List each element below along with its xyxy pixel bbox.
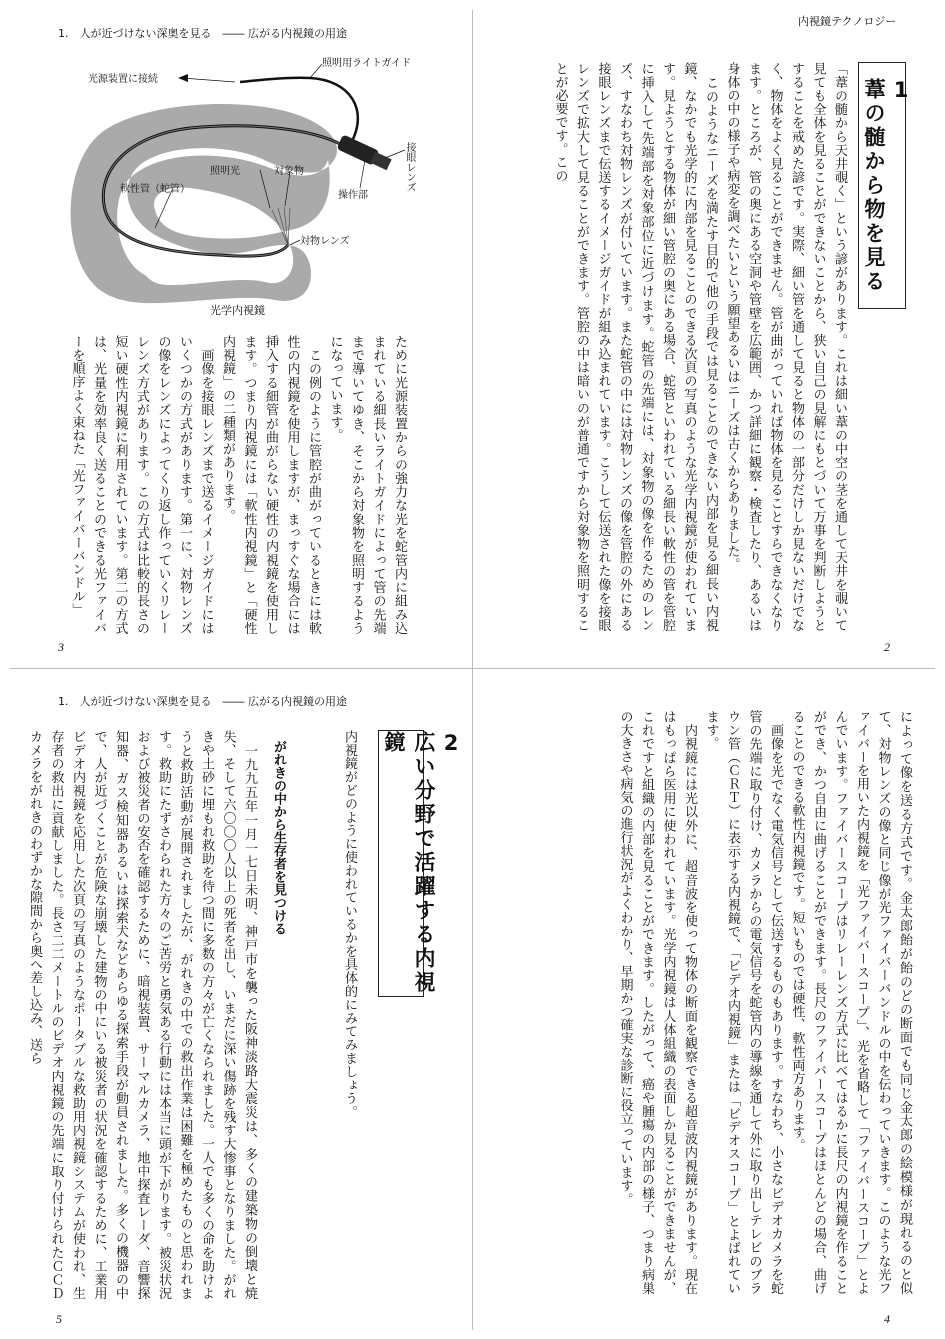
- page2-heading: 1 葦の髄から物を見る: [862, 77, 913, 294]
- page5-heading-number: 2: [439, 731, 463, 758]
- label-to-source: 光源装置に接続: [88, 74, 158, 85]
- page-number-2: 2: [884, 640, 890, 654]
- running-head-book-top: 内視鏡テクノロジー: [798, 15, 897, 28]
- running-head-chapter-top: 1. 人が近づけない深奥を見る ―― 広がる内視鏡の用途: [58, 27, 347, 40]
- page-number-4: 4: [884, 1312, 890, 1326]
- arrowhead: [178, 74, 188, 82]
- label-object: 対象物: [274, 166, 304, 177]
- cavity-shape: [71, 104, 337, 303]
- figure-caption: 光学内視鏡: [210, 304, 265, 317]
- label-eyepiece: 接眼レンズ: [404, 142, 415, 192]
- page5-intro: 内視鏡がどのように使われているかを具体的にみてみましょう。: [342, 730, 357, 1119]
- page2-heading-box: [858, 62, 913, 309]
- page2-heading-number: 1: [889, 77, 913, 105]
- running-head-chapter-bottom: 1. 人が近づけない深奥を見る ―― 広がる内視鏡の用途: [58, 695, 347, 708]
- label-objective: 対物レンズ: [300, 236, 350, 247]
- page5-body: 一九九五年一月一七日未明、神戸市を襲った阪神淡路大震災は、多くの建築物の倒壊と焼失、そして六〇〇〇人以上の死者を出し、いまだに深い傷跡を残す大惨事となりました。がれきや土砂に埋もれ救助を待つ間に多数の方々が亡くなられました。一人でも多くの命を助けようと救助活動が展開されましたが、がれきの中での救出作業は困難を極めたものと思われます。救助にたずさわられた方々のご苦労と勇気ある行動には本当に頭が下がります。被災状況および被災者の安否を確認するために、暗視装置、サーマルカメラ、地中探査レーダ、音響探知器、ガス検知器あるいは探索犬などあらゆる探索手段が動員されました。多くの機器の中で、人が近づくことが危険な崩壊した建物の中にいる被災者の状況を確認するために、工業用ビデオ内視鏡を応用した次頁の写真のようなポータブルな救助用内視鏡システムが使われ、生存者の救出に貢献しました。長さ二二メートルのビデオ内視鏡の先端に取り付けられたＣＣＤカメラをがれきのわずかな隙間から奥へ差し込み、送ら: [27, 730, 257, 1300]
- page4-body: によって像を送る方式です。金太郎飴が飴のどの断面でも同じ金太郎の絵模様が現れるのと似て、対物レンズの像と同じ像が光ファイバーバンドルの中を伝わっていきます。このような光ファイバーを用いた内視鏡を「光ファイバースコープ」、光を省略して「ファイバースコープ」とよんでいます。ファイバースコープはリレーレンズ方式に比べてはるかに長尺の内視鏡を作ることができ、かつ自由に曲げることができます。長尺のファイバースコープはほとんどの場合、曲げることのできる軟性内視鏡です。短いものでは硬性、軟性両方あります。 画像を光でなく電気信号として伝送するものもあります。すなわち、小さなビデオカメラを蛇管の先端に取り付け、カメラからの電気信号を蛇管内の導線を通して外に取り出しテレビのブラウン管（ＣＲＴ）に表示する内視鏡で、「ビデオ内視鏡」または「ビデオスコープ」とよばれています。 内視鏡には光以外に、超音波を使って物体の断面を観察できる超音波内視鏡があります。現在はもっぱら医用に使われています。光学内視鏡は人体組織の表面しか見ることができませんが、これですと組織の内部を見ることができます。したがって、癌や腫瘍の内部の様子、つまり病巣の大きさや病気の進行状況がよくわかり、早期かつ確実な診断に役立っています。: [617, 710, 912, 1295]
- endoscope-figure: [60, 50, 430, 330]
- page5-heading-box: [378, 730, 463, 997]
- horizontal-gutter-line: [10, 668, 935, 669]
- page2-body: 「葦の髄から天井覗く」という諺があります。これは細い葦の中空の茎を通して天井を覗いて見ても全体を見ることができないことから、狭い自己の見解にもとづいて万事を判断しようとすることを戒めた諺です。実際、細い管を通して見ると物体の一部分だけしか見ないだけでなく、物体をよく見ることができません。管が曲がっていれば物体を見ることすらできなくなります。ところが、管の奥にある空洞や管壁を広範囲、かつ詳細に観察・検査したり、あるいは身体の中の様子や病変を調べたいという願望あるいはニーズは古くからありました。 このようなニーズを満たす目的で他の手段では見ることのできない内部を見る細長い内視鏡、なかでも光学的に内部を見ることのできる次頁の写真のような光学内視鏡が使われています。見ようとする物体が細い管腔の奥にある場合、蛇管といわれている細長い軟性の管を管腔に挿入して先端部を対象部位に近づけます。蛇管の先端には、対象物の像を作るためのレンズ、すなわち対物レンズが付いています。また蛇管の中には対物レンズの像を管腔の外にある接眼レンズまで伝送するイメージガイドが組み込まれています。こうして伝送された像を接眼レンズで拡大して見ることができます。管腔の中は暗いのが普通ですから対象物を照明することが必要です。この: [552, 62, 847, 632]
- page-number-3: 3: [58, 640, 64, 654]
- page5-subheading: がれきの中から生存者を見つける: [271, 740, 286, 935]
- vertical-gutter-line: [472, 10, 473, 1330]
- label-light-guide: 照明用ライトガイド: [322, 58, 412, 69]
- page3-body: ために光源装置からの強力な光を蛇管内に組み込まれている細長いライトガイドによって管の先端まで導いてゆき、そこから対象物を照明するようになっています。 この例のように管腔が曲がっているときには軟性の内視鏡を使用しますが、まっすぐな場合には挿入する細管が曲がらない硬性の内視鏡を使用します。つまり内視鏡には「軟性内視鏡」と「硬性内視鏡」の二種類があります。 画像を接眼レンズまで送るイメージガイドにはいくつかの方式があります。第一に、対物レンズの像をレンズによってくり返し作っていくリレーレンズ方式があります。この方式は比較的長さの短い硬性内視鏡に利用されています。第二の方式は、光量を効率良く送ることのできる光ファイバーを順序よく束ねた「光ファイバーバンドル」: [69, 335, 407, 635]
- endoscope-diagram: [60, 50, 430, 330]
- page5-heading: 2 広い分野で活躍する内視鏡: [382, 731, 463, 995]
- label-flex-tube: 軟性管（蛇管）: [120, 184, 190, 195]
- page-number-5: 5: [56, 1312, 62, 1326]
- label-control: 操作部: [338, 190, 368, 201]
- label-illumination: 照明光: [210, 166, 240, 177]
